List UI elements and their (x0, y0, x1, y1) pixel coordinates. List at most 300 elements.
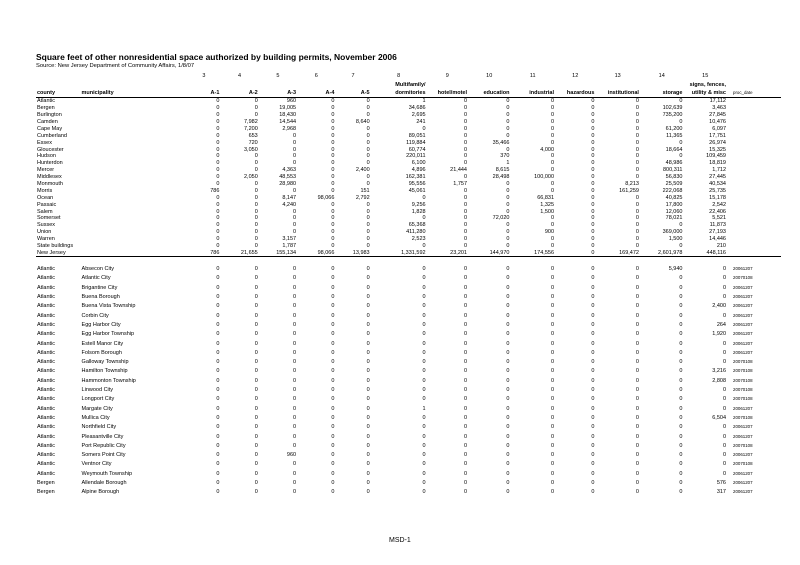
value-cell: 0 (366, 236, 370, 243)
value-cell: 0 (216, 303, 220, 310)
value-cell: 0 (366, 112, 370, 119)
value-cell: 27,193 (709, 229, 726, 236)
value-cell: 0 (331, 266, 335, 273)
header-county: county (36, 89, 81, 98)
value-cell: 162,381 (405, 174, 426, 181)
value-cell: 0 (635, 433, 639, 440)
value-cell: 0 (366, 132, 370, 139)
value-cell: 11,365 (666, 132, 683, 139)
value-cell: 0 (463, 359, 467, 366)
value-cell: 0 (591, 349, 595, 356)
value-cell: 0 (254, 180, 258, 187)
blank-cell (727, 132, 781, 139)
value-cell: 0 (506, 433, 510, 440)
value-cell: 0 (679, 118, 683, 125)
value-cell: 0 (216, 414, 220, 421)
municipal-row (36, 384, 781, 393)
proc-date-cell: 20070108 (733, 275, 753, 281)
blank-cell (727, 229, 781, 236)
value-cell: 0 (254, 266, 258, 273)
blank-cell (727, 139, 781, 146)
value-cell: 0 (422, 349, 426, 356)
value-cell: 0 (591, 461, 595, 468)
value-cell: 0 (254, 480, 258, 487)
value-cell: 0 (463, 222, 467, 229)
value-cell: 17,751 (709, 132, 726, 139)
value-cell: 0 (635, 312, 639, 319)
value-cell: 0 (216, 312, 220, 319)
value-cell: 0 (254, 167, 258, 174)
value-cell: 0 (366, 180, 370, 187)
value-cell: 0 (463, 433, 467, 440)
value-cell: 0 (293, 303, 297, 310)
value-cell: 0 (591, 132, 595, 139)
value-cell: 0 (366, 275, 370, 282)
county-summary-row (36, 181, 781, 188)
value-cell: 0 (254, 368, 258, 375)
value-cell: 0 (331, 489, 335, 496)
value-cell: 0 (331, 215, 335, 222)
blank-cell (727, 160, 781, 167)
value-cell: 1,920 (712, 331, 726, 338)
value-cell: 0 (550, 118, 555, 125)
municipality-cell: Brigantine City (81, 284, 118, 291)
county-summary-row (36, 139, 781, 146)
value-cell: 0 (254, 414, 258, 421)
county-summary-row (36, 153, 781, 160)
value-cell: 13,983 (335, 250, 370, 257)
value-cell: 18,664 (665, 146, 683, 153)
value-cell: 1,325 (540, 201, 555, 208)
value-cell: 0 (293, 433, 297, 440)
value-cell: 0 (422, 470, 426, 477)
value-cell: 0 (463, 125, 467, 132)
value-cell: 0 (463, 387, 467, 394)
value-cell: 0 (635, 461, 639, 468)
value-cell: 0 (506, 405, 510, 412)
value-cell: 0 (722, 470, 726, 477)
county-summary-row (36, 236, 781, 243)
header-municipality: municipality (81, 89, 188, 98)
value-cell: 0 (366, 125, 370, 132)
value-cell: 0 (506, 489, 510, 496)
value-cell: 0 (679, 368, 683, 375)
value-cell: 0 (591, 266, 595, 273)
value-cell: 0 (506, 146, 510, 153)
value-cell: 0 (591, 480, 595, 487)
value-cell: 0 (591, 442, 595, 449)
value-cell: 0 (366, 405, 370, 412)
value-cell: 0 (422, 275, 426, 282)
blank-cell (81, 236, 188, 243)
municipal-row (36, 338, 781, 347)
municipality-cell: Estell Manor City (81, 340, 124, 347)
value-cell: 151 (360, 187, 370, 194)
value-cell: 0 (591, 331, 595, 338)
value-cell: 15,178 (709, 194, 726, 201)
value-cell: 0 (293, 377, 297, 384)
value-cell: 0 (463, 187, 467, 194)
value-cell: 0 (216, 98, 220, 105)
municipal-row (36, 356, 781, 365)
county-cell: Passaic (37, 201, 57, 208)
value-cell: 0 (550, 433, 555, 440)
value-cell: 0 (331, 396, 335, 403)
value-cell: 0 (293, 396, 297, 403)
municipal-row (36, 291, 781, 300)
county-cell: Warren (37, 236, 55, 243)
value-cell: 0 (550, 368, 555, 375)
value-cell: 8,615 (495, 167, 510, 174)
value-cell: 0 (591, 414, 595, 421)
county-cell: Atlantic (37, 414, 56, 421)
value-cell: 60,774 (408, 146, 426, 153)
value-cell: 0 (254, 424, 258, 431)
value-cell: 0 (331, 146, 335, 153)
value-cell: 0 (506, 387, 510, 394)
value-cell: 0 (293, 368, 297, 375)
county-cell: Bergen (37, 105, 55, 112)
value-cell: 0 (463, 489, 467, 496)
value-cell: 0 (254, 396, 258, 403)
value-cell: 0 (635, 98, 639, 105)
value-cell: 23,201 (427, 250, 468, 257)
value-cell: 0 (550, 284, 555, 291)
county-cell: Salem (37, 208, 53, 215)
value-cell: 0 (216, 433, 220, 440)
value-cell: 0 (550, 236, 555, 243)
value-cell: 0 (550, 424, 555, 431)
value-cell: 0 (254, 215, 258, 222)
proc-date-cell: 20061207 (733, 266, 753, 272)
value-cell: 0 (635, 208, 639, 215)
blank-cell (81, 181, 188, 188)
blank-cell (81, 167, 188, 174)
blank-cell (81, 112, 188, 119)
county-summary-row (36, 167, 781, 174)
value-cell: 0 (216, 321, 220, 328)
county-cell: Atlantic (37, 387, 56, 394)
value-cell: 0 (635, 480, 639, 487)
county-summary-row (36, 243, 781, 250)
value-cell: 0 (506, 442, 510, 449)
value-cell: 0 (635, 174, 639, 181)
source-note: Source: New Jersey Department of Community Affairs, 1/8/07 (36, 63, 195, 69)
value-cell: 0 (550, 321, 555, 328)
value-cell: 0 (550, 275, 555, 282)
value-cell: 0 (679, 480, 683, 487)
value-cell: 0 (550, 414, 555, 421)
municipality-cell: Buena Borough (81, 294, 120, 301)
municipality-cell: Mullica City (81, 414, 110, 421)
value-cell: 66,831 (537, 194, 555, 201)
value-cell: 0 (463, 461, 467, 468)
value-cell: 0 (254, 229, 258, 236)
value-cell: 0 (216, 349, 220, 356)
value-cell: 0 (679, 414, 683, 421)
value-cell: 0 (254, 433, 258, 440)
value-cell: 22,406 (709, 208, 726, 215)
county-summary-row (36, 105, 781, 112)
value-cell: 9,256 (411, 201, 426, 208)
blank-cell (81, 153, 188, 160)
value-cell: 0 (635, 229, 639, 236)
value-cell: 0 (550, 349, 555, 356)
value-cell: 0 (216, 153, 220, 160)
value-cell: 0 (254, 331, 258, 338)
value-cell: 0 (506, 368, 510, 375)
value-cell: 0 (506, 180, 510, 187)
proc-date-cell: 20061207 (733, 321, 753, 327)
value-cell: 0 (216, 489, 220, 496)
value-cell: 800,311 (663, 167, 683, 174)
value-cell: 102,639 (662, 105, 683, 112)
county-cell: Sussex (37, 222, 56, 229)
blank-cell (727, 194, 781, 201)
value-cell: 1,331,592 (371, 250, 427, 257)
municipal-row (36, 394, 781, 403)
blank-cell (727, 112, 781, 119)
blank-cell (81, 139, 188, 146)
header-education: education (468, 89, 510, 98)
county-summary-row (36, 208, 781, 215)
county-cell: Morris (37, 187, 53, 194)
value-cell: 2,542 (712, 201, 726, 208)
county-cell: Atlantic (37, 470, 56, 477)
value-cell: 7,200 (243, 125, 258, 132)
blank-cell (81, 119, 188, 126)
value-cell: 0 (679, 340, 683, 347)
municipality-cell: Port Republic City (81, 442, 126, 449)
county-cell: Atlantic (37, 359, 56, 366)
proc-date-cell: 20061207 (733, 294, 753, 300)
value-cell: 0 (254, 442, 258, 449)
county-summary-row (36, 146, 781, 153)
value-cell: 0 (591, 236, 595, 243)
value-cell: 0 (635, 340, 639, 347)
value-cell: 0 (722, 387, 726, 394)
value-cell: 0 (635, 275, 639, 282)
blank-cell (81, 208, 188, 215)
value-cell: 34,686 (408, 105, 426, 112)
value-cell: 317 (716, 489, 726, 496)
value-cell: 0 (254, 294, 258, 301)
value-cell: 0 (591, 377, 595, 384)
value-cell: 0 (331, 470, 335, 477)
header-dormitories: dormitories (371, 89, 427, 98)
value-cell: 0 (366, 331, 370, 338)
value-cell: 14,446 (709, 236, 726, 243)
value-cell: 0 (422, 125, 426, 132)
county-cell: Middlesex (37, 174, 62, 181)
value-cell: 0 (254, 340, 258, 347)
value-cell: 0 (679, 303, 683, 310)
value-cell: 56,830 (665, 174, 683, 181)
value-cell: 0 (331, 139, 335, 146)
value-cell: 0 (293, 215, 297, 222)
value-cell: 0 (722, 433, 726, 440)
value-cell: 0 (506, 236, 510, 243)
value-cell: 0 (422, 387, 426, 394)
value-cell: 0 (254, 461, 258, 468)
value-cell: 0 (463, 480, 467, 487)
value-cell: 0 (591, 187, 595, 194)
value-cell: 0 (679, 98, 683, 105)
blank-cell (81, 132, 188, 139)
proc-date-cell: 20070108 (733, 396, 753, 402)
value-cell: 0 (679, 424, 683, 431)
value-cell: 0 (331, 208, 335, 215)
value-cell: 0 (366, 349, 370, 356)
value-cell: 960 (286, 452, 297, 459)
value-cell: 0 (366, 452, 370, 459)
blank-cell (81, 188, 188, 195)
municipality-cell: Atlantic City (81, 275, 111, 282)
blank-cell (81, 160, 188, 167)
value-cell: 161,259 (619, 187, 639, 194)
proc-date-cell: 20061207 (733, 312, 753, 318)
value-cell: 0 (422, 377, 426, 384)
proc-date-cell: 20070108 (733, 377, 753, 383)
value-cell: 0 (550, 160, 555, 167)
proc-date-cell: 20061207 (733, 470, 753, 476)
value-cell: 0 (422, 359, 426, 366)
value-cell: 2,601,978 (640, 250, 684, 257)
value-cell: 576 (716, 480, 726, 487)
municipal-row (36, 477, 781, 486)
value-cell: 2,400 (355, 167, 370, 174)
municipal-row (36, 282, 781, 291)
value-cell: 0 (679, 243, 683, 249)
value-cell: 0 (293, 312, 297, 319)
value-cell: 0 (331, 442, 335, 449)
value-cell: 0 (422, 396, 426, 403)
value-cell: 0 (216, 275, 220, 282)
proc-date-cell: 20061207 (733, 405, 753, 411)
value-cell: 0 (366, 139, 370, 146)
value-cell: 0 (422, 243, 426, 249)
value-cell: 0 (550, 215, 555, 222)
value-cell: 0 (463, 284, 467, 291)
value-cell: 0 (635, 331, 639, 338)
value-cell: 40,825 (665, 194, 683, 201)
blank-cell (727, 181, 781, 188)
value-cell: 0 (679, 359, 683, 366)
value-cell: 220,011 (406, 153, 426, 160)
value-cell: 0 (216, 480, 220, 487)
municipal-detail (36, 263, 781, 495)
value-cell: 0 (216, 368, 220, 375)
value-cell: 0 (293, 139, 297, 146)
value-cell: 0 (216, 470, 220, 477)
page-footer: MSD-1 (389, 537, 411, 544)
value-cell: 0 (463, 331, 467, 338)
value-cell: 0 (635, 387, 639, 394)
value-cell: 0 (254, 489, 258, 496)
value-cell: 12,060 (665, 208, 683, 215)
county-cell: Atlantic (37, 98, 56, 105)
value-cell: 0 (679, 433, 683, 440)
value-cell: 78,021 (665, 215, 683, 222)
value-cell: 0 (550, 405, 555, 412)
value-cell: 0 (550, 132, 555, 139)
value-cell: 0 (591, 201, 595, 208)
value-cell: 0 (422, 414, 426, 421)
value-cell: 411,280 (406, 229, 426, 236)
value-cell: 0 (216, 396, 220, 403)
value-cell: 4,000 (540, 146, 555, 153)
value-cell: 0 (422, 452, 426, 459)
county-summary-row (36, 215, 781, 222)
data-table (36, 72, 781, 496)
value-cell: 0 (550, 125, 555, 132)
value-cell: 0 (331, 201, 335, 208)
value-cell: 0 (293, 153, 297, 160)
column-number: 14 (658, 73, 665, 80)
municipal-row (36, 273, 781, 282)
value-cell: 0 (331, 275, 335, 282)
municipality-cell: Northfield City (81, 424, 117, 431)
value-cell: 0 (635, 266, 639, 273)
blank-cell (81, 250, 188, 257)
value-cell: 27,445 (709, 174, 726, 181)
blank-cell (727, 126, 781, 133)
value-cell: 0 (635, 396, 639, 403)
value-cell: 0 (506, 266, 510, 273)
municipality-cell: Allendale Borough (81, 480, 127, 487)
value-cell: 0 (591, 174, 595, 181)
value-cell: 0 (591, 312, 595, 319)
county-cell: Atlantic (37, 452, 56, 459)
column-number: 10 (486, 73, 493, 80)
value-cell: 0 (679, 489, 683, 496)
value-cell: 0 (216, 405, 220, 412)
value-cell: 0 (366, 284, 370, 291)
blank-cell (81, 146, 188, 153)
blank-cell (81, 229, 188, 236)
value-cell: 0 (463, 405, 467, 412)
blank-cell (727, 250, 781, 257)
value-cell: 11,873 (709, 222, 726, 229)
value-cell: 0 (591, 368, 595, 375)
value-cell: 0 (463, 452, 467, 459)
value-cell: 3,050 (243, 146, 258, 153)
value-cell: 0 (254, 312, 258, 319)
value-cell: 0 (506, 118, 510, 125)
value-cell: 0 (550, 331, 555, 338)
value-cell: 0 (635, 303, 639, 310)
value-cell: 0 (550, 243, 555, 249)
value-cell: 0 (722, 294, 726, 301)
value-cell: 40,534 (709, 180, 726, 187)
value-cell: 0 (506, 194, 510, 201)
header-utility: utility & misc (683, 89, 727, 98)
value-cell: 0 (331, 229, 335, 236)
value-cell: 900 (544, 229, 555, 236)
header-a4: A-4 (297, 89, 335, 98)
value-cell: 0 (591, 146, 595, 153)
value-cell: 0 (591, 294, 595, 301)
value-cell: 0 (216, 132, 220, 139)
county-cell: Hunterdon (37, 160, 63, 167)
value-cell: 0 (422, 321, 426, 328)
value-cell: 0 (293, 331, 297, 338)
municipal-row (36, 347, 781, 356)
value-cell: 0 (463, 424, 467, 431)
value-cell: 0 (722, 452, 726, 459)
blank-cell (727, 105, 781, 112)
value-cell: 0 (591, 160, 595, 167)
